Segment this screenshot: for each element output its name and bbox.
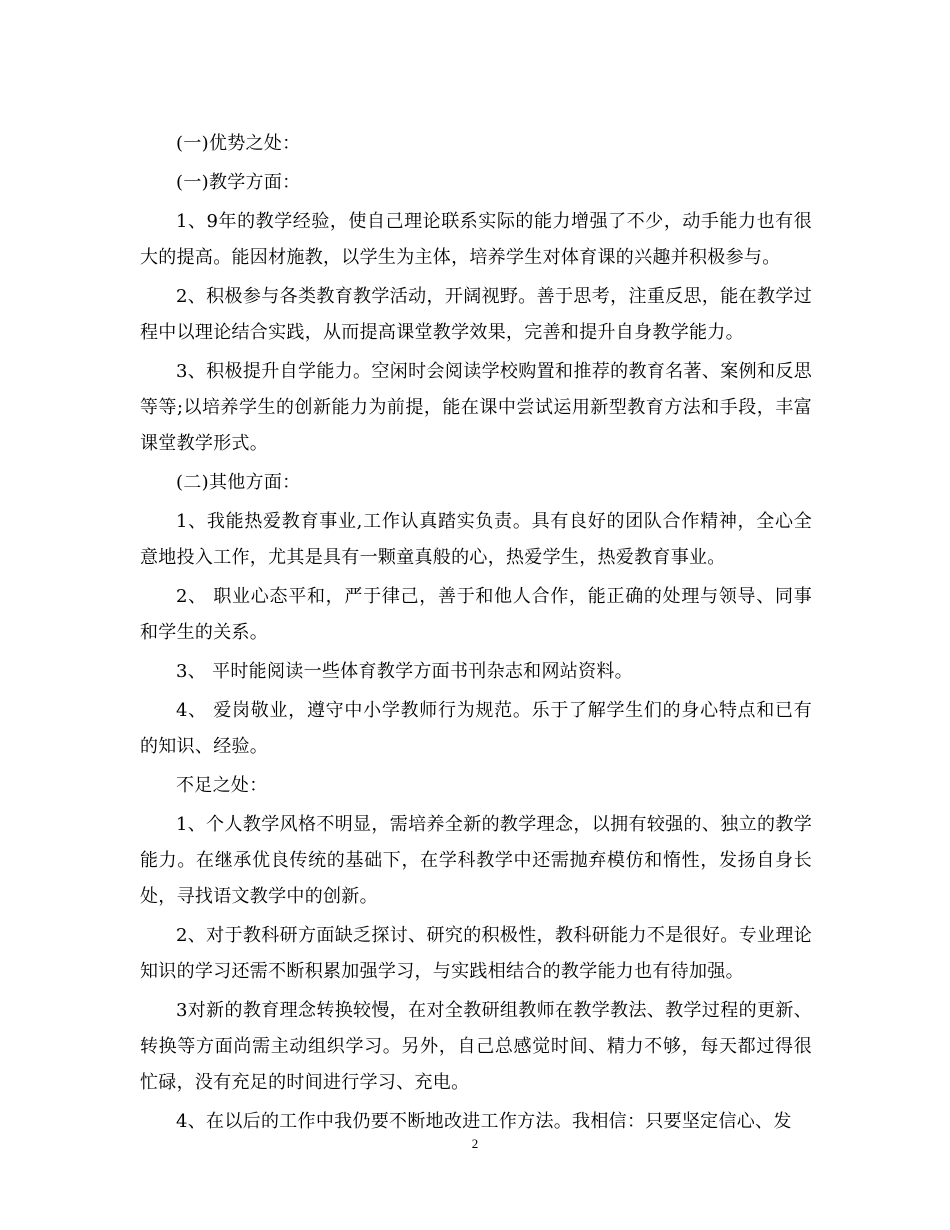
heading-teaching: (一)教学方面：	[176, 172, 301, 193]
paragraph-weakness-3: 3对新的教育理念转换较慢，在对全教研组教师在教学教法、教学过程的更新、转换等方面尚需主动组织学习。另外，自己总感觉时间、精力不够，每天都过得很忙碌，没有充足的时间进行学习、充电。	[140, 1000, 812, 1093]
paragraph-other-3: 3、 平时能阅读一些体育教学方面书刊杂志和网站资料。	[176, 661, 633, 682]
paragraph-other-2: 2、 职业心态平和，严于律己，善于和他人合作，能正确的处理与领导、同事和学生的关系。	[140, 586, 812, 643]
page-number: 2	[471, 1136, 479, 1151]
document-body	[140, 126, 812, 1143]
paragraph-teaching-3: 3、积极提升自学能力。空闲时会阅读学校购置和推荐的教育名著、案例和反思等等;以培养学生的创新能力为前提，能在课中尝试运用新型教育方法和手段，丰富课堂教学形式。	[140, 361, 812, 454]
heading-other: (二)其他方面：	[176, 472, 301, 493]
paragraph-weakness-4: 4、在以后的工作中我仍要不断地改进工作方法。我相信：只要坚定信心、发	[176, 1111, 792, 1132]
paragraph-teaching-2: 2、积极参与各类教育教学活动，开阔视野。善于思考，注重反思，能在教学过程中以理论结合实践，从而提高课堂教学效果，完善和提升自身教学能力。	[140, 286, 812, 343]
paragraph-weakness-1: 1、个人教学风格不明显，需培养全新的教学理念，以拥有较强的、独立的教学能力。在继承优良传统的基础下，在学科教学中还需抛弃模仿和惰性，发扬自身长处，寻找语文教学中的创新。	[140, 814, 812, 907]
heading-strengths: (一)优势之处：	[176, 133, 301, 154]
paragraph-other-4: 4、 爱岗敬业，遵守中小学教师行为规范。乐于了解学生们的身心特点和已有的知识、经验。	[140, 700, 812, 757]
paragraph-teaching-1: 1、9年的教学经验，使自己理论联系实际的能力增强了不少，动手能力也有很大的提高。能因材施教，以学生为主体，培养学生对体育课的兴趣并积极参与。	[140, 211, 812, 268]
paragraph-weakness-2: 2、对于教科研方面缺乏探讨、研究的积极性，教科研能力不是很好。专业理论知识的学习还需不断积累加强学习，与实践相结合的教学能力也有待加强。	[140, 925, 812, 982]
heading-weaknesses: 不足之处：	[176, 775, 268, 796]
paragraph-other-1: 1、我能热爱教育事业,工作认真踏实负责。具有良好的团队合作精神，全心全意地投入工作，尤其是具有一颗童真般的心，热爱学生，热爱教育事业。	[140, 511, 812, 568]
